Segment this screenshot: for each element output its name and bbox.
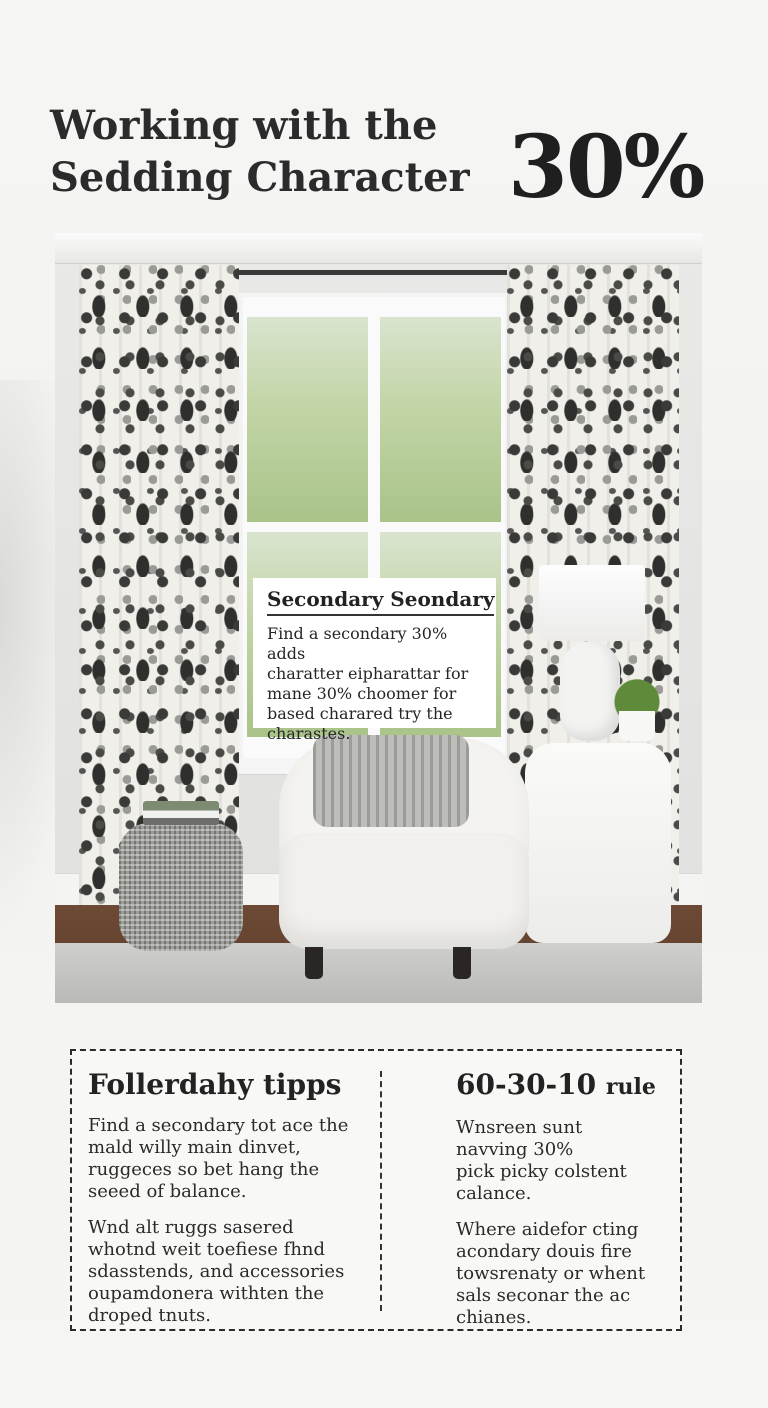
curtain-rod xyxy=(235,270,507,275)
houndstooth-ottoman xyxy=(119,823,243,951)
caption-line: mane 30% choomer for xyxy=(267,684,457,703)
text-line: Wnd alt ruggs sasered xyxy=(88,1217,294,1238)
title-line-2: Sedding Character xyxy=(50,154,470,201)
page-title xyxy=(50,100,470,204)
caption-line: charatter eiрharattar for xyxy=(267,664,469,683)
caption-line: Find a secondary 30% adds xyxy=(267,624,448,663)
text-line: sals seconar the ac xyxy=(456,1285,631,1306)
tips-box xyxy=(70,1049,682,1331)
chair-leg xyxy=(453,947,471,979)
window-pane xyxy=(380,317,501,522)
tips-left-paragraph-1 xyxy=(88,1115,366,1203)
text-line: Find a secondary tot ace the xyxy=(88,1115,349,1136)
chair-leg xyxy=(305,947,323,979)
rule-label: rule xyxy=(605,1074,656,1100)
lamp-shade xyxy=(539,565,645,641)
text-line: droped tnuts. xyxy=(88,1305,211,1326)
text-line: pick picky colstent xyxy=(456,1161,627,1182)
tips-column-right xyxy=(456,1065,678,1329)
tips-right-title xyxy=(456,1065,678,1107)
text-line: towsrenaty or whent xyxy=(456,1263,646,1284)
tips-right-paragraph-2 xyxy=(456,1219,678,1329)
text-line: navving 30% xyxy=(456,1139,574,1160)
plant-pot xyxy=(619,711,655,741)
book-stack xyxy=(143,801,219,825)
text-line: ruggeces so bet hang the xyxy=(88,1159,320,1180)
window-pane xyxy=(247,317,368,522)
text-line: whotnd weit toefiese fhnd xyxy=(88,1239,326,1260)
caption-title: Secondary Seondary xyxy=(267,584,494,616)
text-line: chianes. xyxy=(456,1307,532,1328)
text-line: calance. xyxy=(456,1183,532,1204)
text-line: oupamdonera withten the xyxy=(88,1283,325,1304)
side-table xyxy=(525,743,671,943)
caption-body xyxy=(267,624,482,744)
text-line: seeed of balance. xyxy=(88,1181,247,1202)
crown-molding xyxy=(55,233,702,264)
column-divider xyxy=(380,1071,382,1311)
tips-right-paragraph-1 xyxy=(456,1117,678,1205)
text-line: sdasstends, and accessories xyxy=(88,1261,345,1282)
tips-left-title: Follerdahy tipps xyxy=(88,1068,342,1101)
text-line: mald willy main dinvet, xyxy=(88,1137,301,1158)
caption-card xyxy=(253,578,496,743)
tips-column-left xyxy=(88,1065,366,1327)
caption-line: charastes. xyxy=(267,724,351,743)
percent-headline: 30% xyxy=(508,117,704,218)
title-line-1: Working with the xyxy=(50,102,438,149)
text-line: acondary douis fire xyxy=(456,1241,632,1262)
armchair-seat xyxy=(279,833,529,949)
rug xyxy=(55,943,702,1003)
text-line: Wnsreen sunt xyxy=(456,1117,583,1138)
caption-line: based charared try the xyxy=(267,704,453,723)
rule-numbers: 60-30-10 xyxy=(456,1068,597,1101)
tips-left-paragraph-2 xyxy=(88,1217,366,1327)
text-line: Where aidefor cting xyxy=(456,1219,639,1240)
throw-pillow xyxy=(313,735,469,827)
